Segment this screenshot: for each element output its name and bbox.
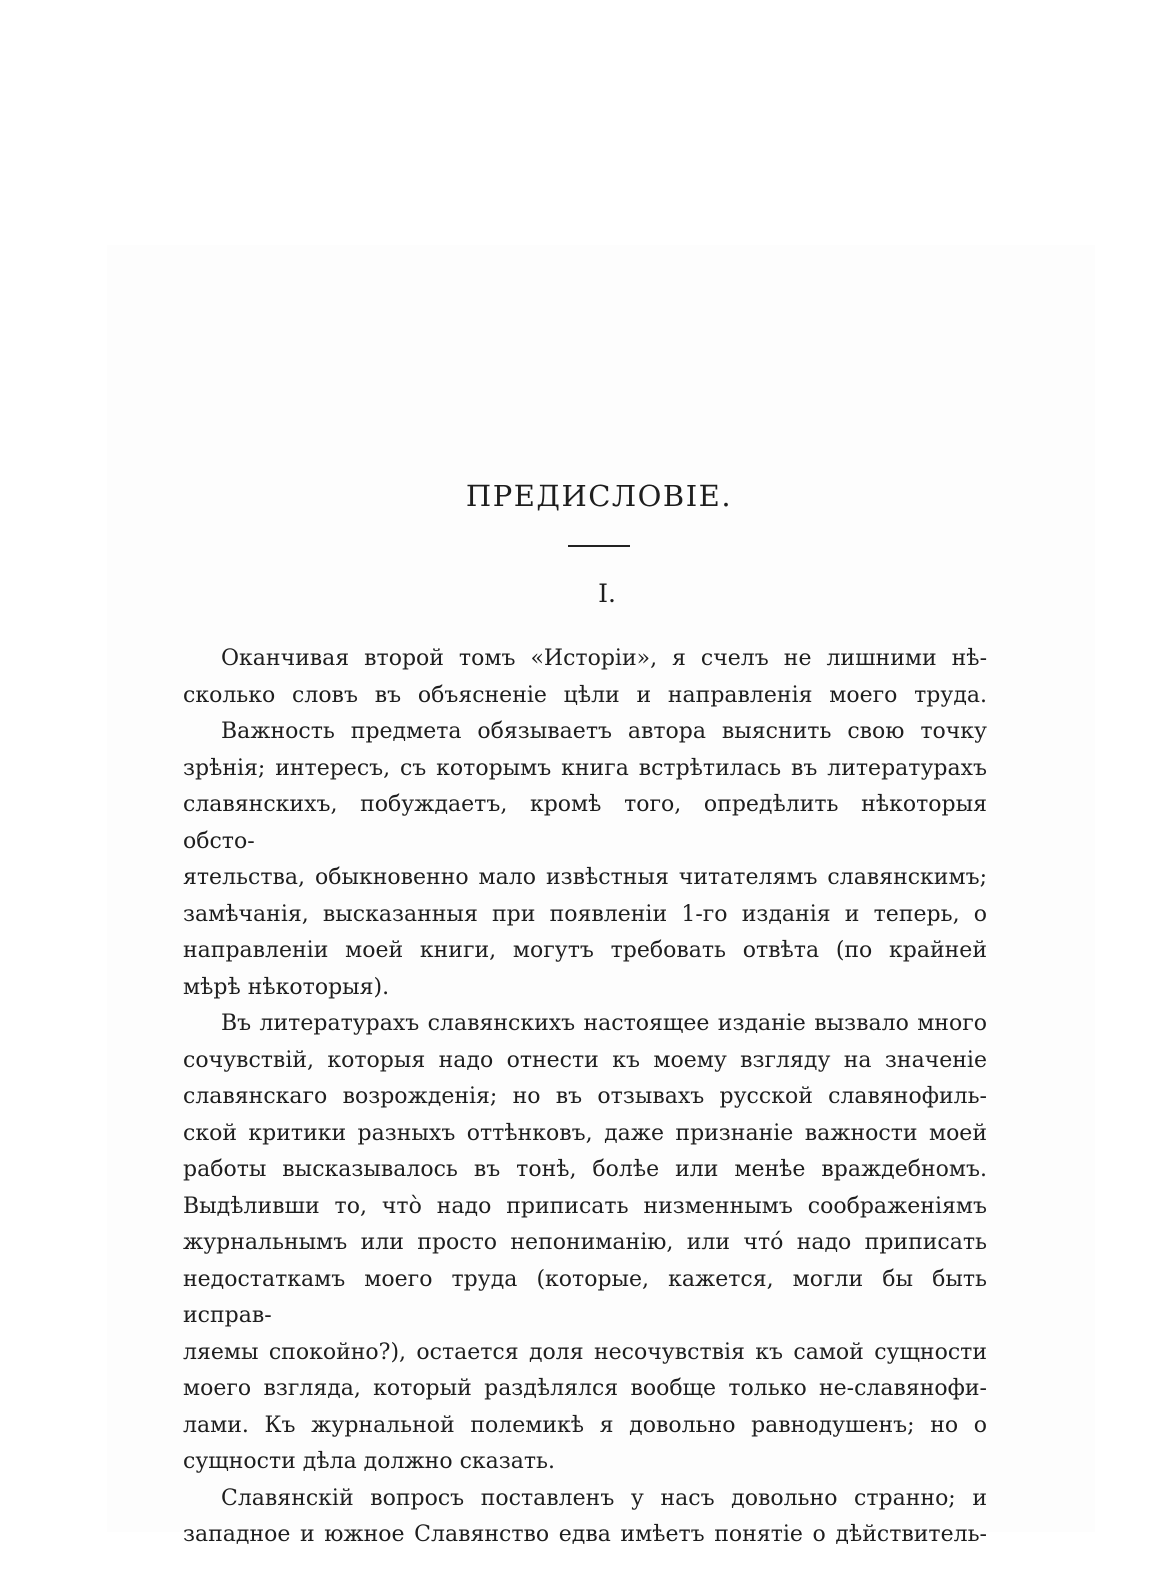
text-line: ской критики разныхъ оттѣнковъ, даже признаніе важности моей [183,1120,987,1146]
text-line: сущности дѣла должно сказать. [183,1449,556,1474]
body-text [183,641,987,1554]
text-line: лами. Къ журнальной полемикѣ я довольно равнодушенъ; но о [183,1412,987,1438]
text-line: Въ литературахъ славянскихъ настоящее изданіе вызвало много [221,1011,987,1036]
text-line: Выдѣливши то, что̀ надо приписать низменнымъ соображеніямъ [183,1193,987,1219]
text-line: работы высказывалось въ тонѣ, болѣе или менѣе враждебномъ. [183,1157,987,1182]
text-line: славянскаго возрожденія; но въ отзывахъ русской славянофиль- [183,1084,987,1109]
text-line: сочувствій, которыя надо отнести къ моему взгляду на значеніе [183,1047,987,1073]
text-line: журнальнымъ или просто непониманію, или что́ надо приписать [183,1230,987,1255]
paragraph-2 [183,714,987,1006]
paragraph-4 [183,1481,987,1554]
text-line: ляемы спокойно?), остается доля несочувствія къ самой сущности [183,1339,987,1365]
text-line: замѣчанія, высказанныя при появленіи 1-го изданія и теперь, о [183,901,987,927]
title-divider-rule [568,545,630,547]
text-line: ятельства, обыкновенно мало извѣстныя читателямъ славянскимъ; [183,865,987,890]
text-line: Оканчивая второй томъ «Исторіи», я счелъ не лишними нѣ- [221,646,987,671]
text-line: сколько словъ въ объясненіе цѣли и направленія моего труда. [183,682,987,708]
text-line: направленіи моей книги, могутъ требовать отвѣта (по крайней [183,938,987,963]
text-block [183,480,987,1554]
section-number: I. [598,579,616,608]
text-line: недостаткамъ моего труда (которые, кажется, могли бы быть исправ- [183,1266,987,1328]
text-line: западное и южное Славянство едва имѣетъ понятіе о дѣйствитель- [183,1522,987,1547]
paragraph-1 [183,641,987,714]
text-line: славянскихъ, побуждаетъ, кромѣ того, опредѣлить нѣкоторыя обсто- [183,792,987,854]
preface-title: ПРЕДИСЛОВІЕ. [465,479,733,513]
text-line: мѣрѣ нѣкоторыя). [183,974,390,1000]
text-line: Славянскій вопросъ поставленъ у насъ довольно странно; и [221,1485,987,1511]
text-line: моего взгляда, который раздѣлялся вообще только не-славянофи- [183,1376,987,1401]
text-line: Важность предмета обязываетъ автора выяснить свою точку [221,719,987,744]
text-line: зрѣнія; интересъ, съ которымъ книга встрѣтилась въ литературахъ [183,755,987,781]
paragraph-3 [183,1006,987,1481]
